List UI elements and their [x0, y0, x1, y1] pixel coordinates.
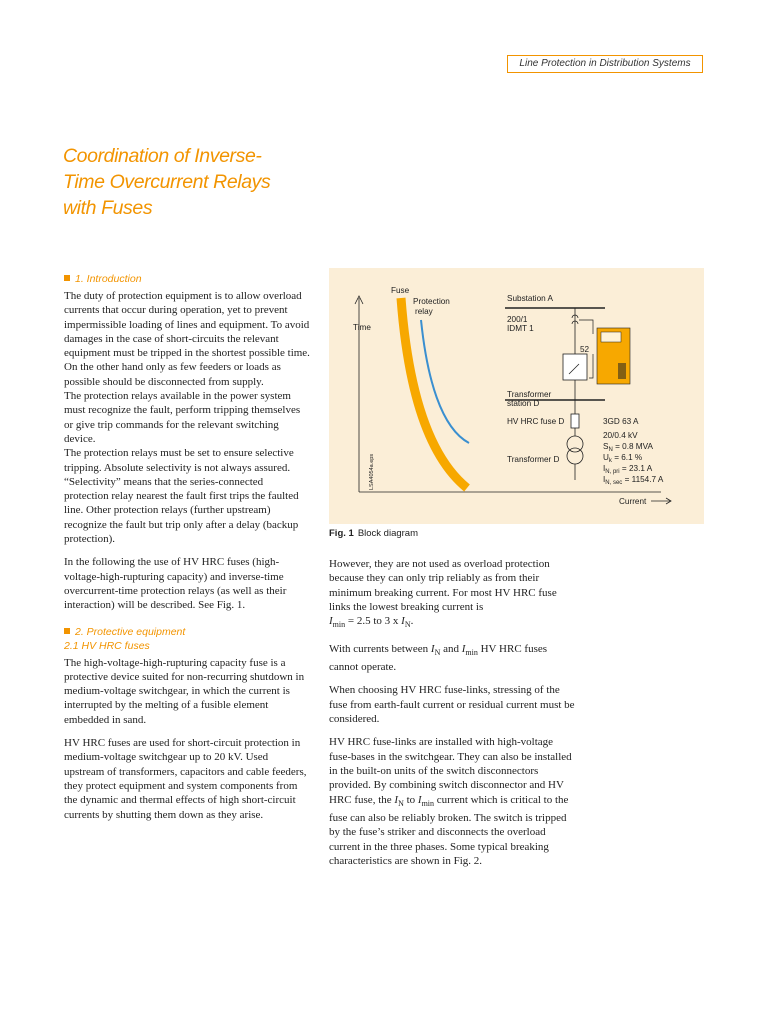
- transformer-spec-power: $S_N = 0.8$ MVA: [603, 442, 653, 453]
- figure-code-label: LSA4054a.eps: [369, 453, 375, 490]
- station-label-2: station D: [507, 399, 540, 408]
- current-axis-label: Current: [619, 497, 647, 506]
- fuse-rating-label: 3GD 63 A: [603, 417, 639, 426]
- section-bullet-icon: [64, 275, 70, 281]
- right-paragraph-2: With currents between $I_N$ and $I_{min}$ HV HRC fuses cannot operate.: [329, 642, 548, 674]
- transformer-spec-secondary-current: $I_{N, sec} = 1154.7$ A: [603, 475, 664, 486]
- figure-caption-label: Fig. 1: [329, 528, 354, 539]
- intro-paragraph-4: In the following the use of HV HRC fuses (high-voltage-high-rupturing capacity) and inverse-time overcurrent-time protection relays (as well as their interaction) will be described. See Fig. 1.: [64, 556, 287, 612]
- transformer-label: Transformer D: [507, 455, 560, 464]
- breaker-label: 52: [580, 345, 590, 354]
- relay-display-icon: [601, 332, 621, 342]
- hv-fuse-icon: [571, 414, 579, 428]
- circuit-breaker-52-icon: [563, 354, 587, 380]
- right-paragraph-4: HV HRC fuse-links are installed with high-voltage fuse-bases in the switchgear. They can also be installed in the built-on units of the switch disconnectors provided. By combining switch disconnector and HV HRC fuse, the $I_N$ to $I_{min}$ current which is critical to the fuse can also be reliably broken. The switch is tripped by the fuse’s striker and disconnects the overload current in the three phases. Some typical breaking characteristics are shown in Fig. 2.: [329, 736, 572, 867]
- figure-caption: [329, 528, 629, 539]
- page-title: [63, 143, 323, 221]
- right-paragraph-3: When choosing HV HRC fuse-links, stressing of the fuse from earth-fault current or residual current must be considered.: [329, 684, 575, 726]
- relay-curve-label-2: relay: [415, 307, 433, 316]
- left-column: [64, 272, 310, 831]
- transformer-winding-2-icon: [567, 448, 583, 464]
- ct-ratio-label: 200/1: [507, 315, 528, 324]
- title-line-2: Time Overcurrent Relays: [63, 171, 271, 193]
- relay-trip-wiring: [589, 354, 593, 378]
- section-bullet-icon: [64, 628, 70, 634]
- title-line-1: Coordination of Inverse-: [63, 145, 262, 167]
- relay-curve-label-1: Protection: [413, 297, 450, 306]
- idmt-label: IDMT 1: [507, 324, 534, 333]
- transformer-spec-impedance: $U_k = 6.1$ %: [603, 453, 643, 464]
- intro-paragraph-1: The duty of protection equipment is to allow overload currents that occur during operation, yet to prevent impermissible loading of lines and equipment. To avoid damages in the case of short-circuits the relevant equipment must be tripped in the shortest possible time. On the other hand only as few feeders or loads as possible should be disconnected from supply.: [64, 290, 310, 388]
- figure-block-diagram: [329, 268, 704, 524]
- fuse-d-label: HV HRC fuse D: [507, 417, 565, 426]
- intro-paragraph-3: The protection relays must be set to ensure selective tripping. Absolute selectivity is not always assured. “Selectivity” means that the series-connected protection relay nearest the fault first trips the faulted line. Other protection relays (further upstream) recognize the fault but trip only after a delay (backup protection).: [64, 447, 299, 546]
- fuse-paragraph-2: HV HRC fuses are used for short-circuit protection in medium-voltage switchgear up to 20 kV. Used upstream of transformers, capacitors and cable feeders, they protect equipment and system components from the dynamic and thermal effects of high short-circuit currents by shutting them down as they arise.: [64, 737, 307, 821]
- right-column: [329, 557, 577, 877]
- min-breaking-current-equation: $I_{min} = 2.5$ to 3 x $I_N$.: [329, 615, 414, 630]
- section-heading-introduction: 1. Introduction: [64, 272, 310, 286]
- time-axis-label: Time: [353, 323, 371, 332]
- fuse-paragraph-1: The high-voltage-high-rupturing capacity fuse is a protective device suited for non-recurring shutdown in medium-voltage switchgear, in which the current is interrupted by the melting of a fusible element embedded in sand.: [64, 656, 305, 726]
- transformer-spec-voltage: 20/0.4 kV: [603, 431, 638, 440]
- fuse-curve-label: Fuse: [391, 286, 410, 295]
- running-header: Line Protection in Distribution Systems: [507, 55, 703, 73]
- subsection-heading-hv-hrc-fuses: 2.1 HV HRC fuses: [64, 639, 150, 652]
- transformer-spec-primary-current: $I_{N, pri} = 23.1$ A: [603, 464, 653, 475]
- transformer-winding-1-icon: [567, 436, 583, 452]
- relay-keypad-icon: [618, 363, 626, 379]
- substation-label: Substation A: [507, 294, 553, 303]
- relay-wiring: [579, 320, 593, 334]
- title-line-3: with Fuses: [63, 197, 153, 219]
- station-label-1: Transformer: [507, 390, 552, 399]
- section-heading-protective-equipment: 2. Protective equipment: [64, 625, 310, 639]
- right-paragraph-1: However, they are not used as overload protection because they can only trip reliably as from their minimum breaking current. For most HV HRC fuse links the lowest breaking current is: [329, 558, 557, 613]
- block-diagram-svg: [329, 268, 704, 524]
- figure-caption-text: Block diagram: [357, 528, 419, 539]
- intro-paragraph-2: The protection relays available in the power system must recognize the fault, perform tripping themselves or give trip commands for the relevant switching device.: [64, 390, 301, 445]
